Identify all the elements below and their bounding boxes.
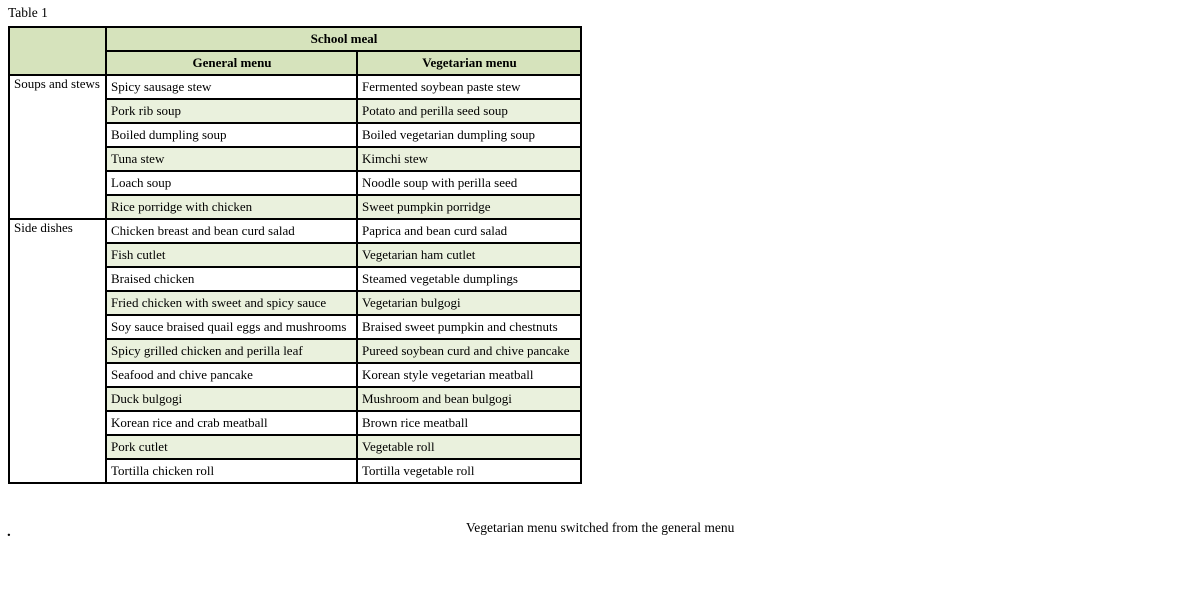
vegetarian-menu-cell: Korean style vegetarian meatball [357,363,581,387]
general-menu-cell: Soy sauce braised quail eggs and mushrooms [106,315,357,339]
general-menu-cell: Fried chicken with sweet and spicy sauce [106,291,357,315]
vegetarian-menu-cell: Pureed soybean curd and chive pancake [357,339,581,363]
vegetarian-menu-cell: Vegetarian ham cutlet [357,243,581,267]
table-number-label: Table 1 [8,5,48,20]
header-row-span [9,27,581,51]
general-menu-cell: Fish cutlet [106,243,357,267]
school-meal-table [8,26,582,484]
general-menu-cell: Duck bulgogi [106,387,357,411]
general-menu-cell: Braised chicken [106,267,357,291]
general-menu-cell: Boiled dumpling soup [106,123,357,147]
meal-table-body [9,75,581,483]
general-menu-cell: Spicy sausage stew [106,75,357,99]
vegetarian-menu-cell: Boiled vegetarian dumpling soup [357,123,581,147]
table-row [9,75,581,99]
table-header [9,27,581,75]
vegetarian-menu-cell: Sweet pumpkin porridge [357,195,581,219]
row-group-label: Soups and stews [9,75,106,219]
table-row [9,219,581,243]
table-caption: Vegetarian menu switched from the general menu [466,520,735,535]
general-menu-cell: Spicy grilled chicken and perilla leaf [106,339,357,363]
vegetarian-menu-cell: Braised sweet pumpkin and chestnuts [357,315,581,339]
general-menu-cell: Seafood and chive pancake [106,363,357,387]
vegetarian-menu-header: Vegetarian menu [357,51,581,75]
vegetarian-menu-cell: Noodle soup with perilla seed [357,171,581,195]
vegetarian-menu-cell: Tortilla vegetable roll [357,459,581,483]
general-menu-cell: Chicken breast and bean curd salad [106,219,357,243]
vegetarian-menu-cell: Brown rice meatball [357,411,581,435]
vegetarian-menu-cell: Vegetarian bulgogi [357,291,581,315]
general-menu-cell: Tuna stew [106,147,357,171]
row-group-label: Side dishes [9,219,106,483]
general-menu-cell: Tortilla chicken roll [106,459,357,483]
vegetarian-menu-cell: Steamed vegetable dumplings [357,267,581,291]
general-menu-cell: Loach soup [106,171,357,195]
span-header-cell: School meal [106,27,581,51]
vegetarian-menu-cell: Potato and perilla seed soup [357,99,581,123]
general-menu-cell: Pork rib soup [106,99,357,123]
vegetarian-menu-cell: Vegetable roll [357,435,581,459]
vegetarian-menu-cell: Fermented soybean paste stew [357,75,581,99]
corner-cell [9,27,106,75]
general-menu-cell: Rice porridge with chicken [106,195,357,219]
stray-period: . [7,524,11,540]
general-menu-header: General menu [106,51,357,75]
general-menu-cell: Korean rice and crab meatball [106,411,357,435]
vegetarian-menu-cell: Paprica and bean curd salad [357,219,581,243]
vegetarian-menu-cell: Mushroom and bean bulgogi [357,387,581,411]
vegetarian-menu-cell: Kimchi stew [357,147,581,171]
general-menu-cell: Pork cutlet [106,435,357,459]
